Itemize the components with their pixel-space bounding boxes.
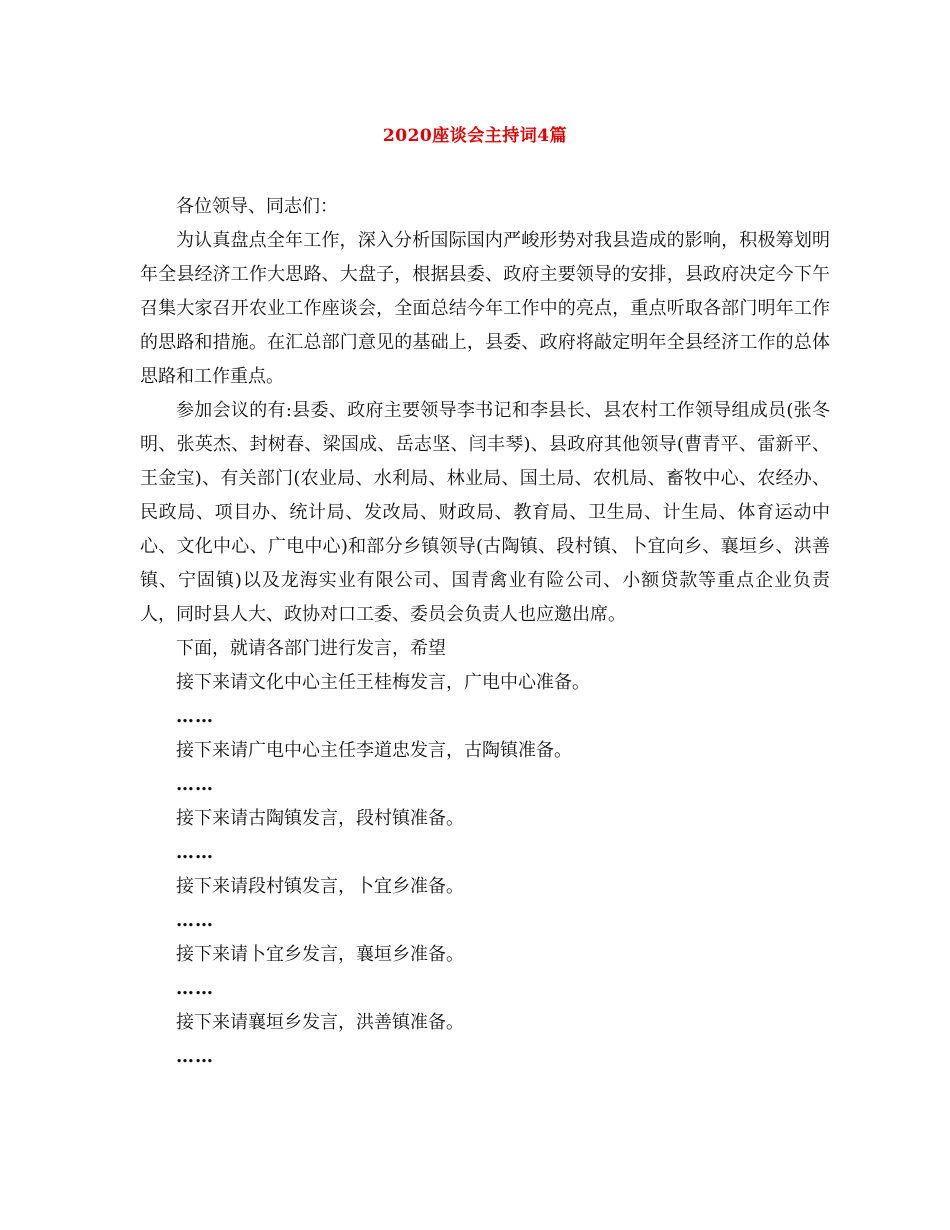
ellipsis: …… <box>176 706 214 727</box>
speaker-line: 接下来请广电中心主任李道忠发言，古陶镇准备。 <box>176 740 572 761</box>
ellipsis: …… <box>176 910 214 931</box>
intro-line: 下面，就请各部门进行发言，希望 <box>176 638 446 659</box>
speaker-line: 接下来请段村镇发言，卜宜乡准备。 <box>176 876 464 897</box>
speaker-line: 接下来请襄垣乡发言，洪善镇准备。 <box>176 1012 464 1033</box>
ellipsis: …… <box>176 774 214 795</box>
ellipsis: …… <box>176 978 214 999</box>
paragraph-intro: 为认真盘点全年工作，深入分析国际国内严峻形势对我县造成的影响，积极筹划明年全县经济工作大思路、大盘子，根据县委、政府主要领导的安排，县政府决定今下午召集大家召开农业工作座谈会，全面总结今年工作中的亮点，重点听取各部门明年工作的思路和措施。在汇总部门意见的基础上，县委、政府将敲定明年全县经济工作的总体思路和工作重点。 <box>140 230 830 387</box>
salutation: 各位领导、同志们： <box>176 196 338 217</box>
paragraph-attendees: 参加会议的有:县委、政府主要领导李书记和李县长、县农村工作领导组成员(张冬明、张英杰、封树春、梁国成、岳志坚、闫丰琴)、县政府其他领导(曹青平、雷新平、王金宝)、有关部门(农业局、水利局、林业局、国土局、农机局、畜牧中心、农经办、民政局、项目办、统计局、发改局、财政局、教育局、卫生局、计生局、体育运动中心、文化中心、广电中心)和部分乡镇领导(古陶镇、段村镇、卜宜向乡、襄垣乡、洪善镇、宁固镇)以及龙海实业有限公司、国青禽业有险公司、小额贷款等重点企业负责人，同时县人大、政协对口工委、委员会负责人也应邀出席。 <box>140 400 830 625</box>
speaker-line: 接下来请古陶镇发言，段村镇准备。 <box>176 808 464 829</box>
document-body <box>140 190 830 1074</box>
ellipsis: …… <box>176 1046 214 1067</box>
ellipsis: …… <box>176 842 214 863</box>
document-title: 2020座谈会主持词4篇 <box>382 126 568 146</box>
speaker-line: 接下来请卜宜乡发言，襄垣乡准备。 <box>176 944 464 965</box>
speaker-line: 接下来请文化中心主任王桂梅发言，广电中心准备。 <box>176 672 590 693</box>
